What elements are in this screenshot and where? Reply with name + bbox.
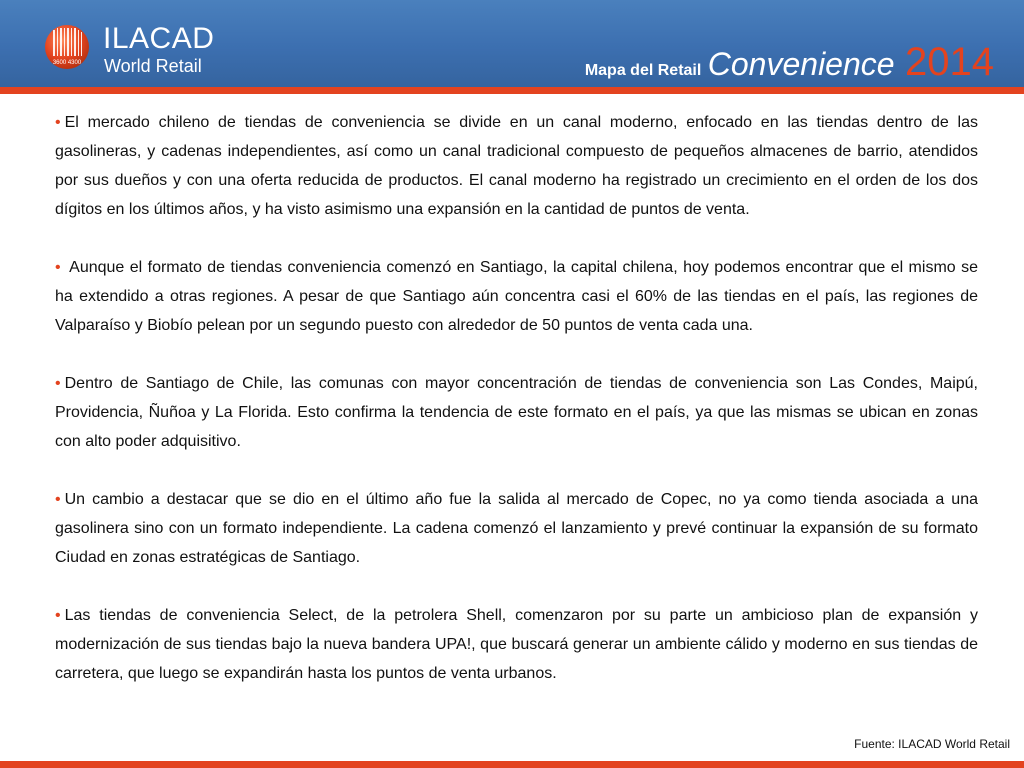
title-prefix: Mapa del Retail xyxy=(584,62,702,79)
bullet-icon: • xyxy=(55,259,61,276)
paragraph-text: Un cambio a destacar que se dio en el último año fue la salida al mercado de Copec, no ya como tienda asociada a una gasolinera sino con un formato independiente. La cadena comenzó el lanzamiento y prevé continuar la expansión de su formato Ciudad en zonas estratégicas de Santiago. xyxy=(55,491,978,566)
body-text xyxy=(55,108,978,717)
paragraph xyxy=(55,108,978,224)
brand-name: ILACAD xyxy=(103,22,215,55)
brand-subtitle: World Retail xyxy=(104,56,202,76)
title-year: 2014 xyxy=(905,40,994,84)
title-main: Convenience xyxy=(707,46,895,82)
accent-bar-bottom xyxy=(0,761,1024,768)
paragraph xyxy=(55,253,978,340)
paragraph xyxy=(55,369,978,456)
paragraph-text: El mercado chileno de tiendas de conveniencia se divide en un canal moderno, enfocado en las tiendas dentro de las gasolineras, y cadenas independientes, así como un canal tradicional compuesto de pequeños almacenes de barrio, atendidos por sus dueños y con una oferta reducida de productos. El canal moderno ha registrado un crecimiento en el orden de los dos dígitos en los últimos años, y ha visto asimismo una expansión en la cantidad de puntos de venta. xyxy=(55,114,978,218)
source-note: Fuente: ILACAD World Retail xyxy=(854,737,1010,751)
bullet-icon: • xyxy=(55,607,61,624)
paragraph xyxy=(55,485,978,572)
ilacad-logo-icon xyxy=(44,24,90,70)
bullet-icon: • xyxy=(55,375,61,392)
paragraph-text: Aunque el formato de tiendas conveniencia comenzó en Santiago, la capital chilena, hoy podemos encontrar que el mismo se ha extendido a otras regiones. A pesar de que Santiago aún concentra casi el 60% de las tiendas en el país, las regiones de Valparaíso y Biobío pelean por un segundo puesto con alrededor de 50 puntos de venta cada una. xyxy=(55,259,978,334)
svg-text:3600 4300: 3600 4300 xyxy=(52,60,82,66)
paragraph-text: Dentro de Santiago de Chile, las comunas con mayor concentración de tiendas de conveniencia son Las Condes, Maipú, Providencia, Ñuñoa y La Florida. Esto confirma la tendencia de este formato en el país, ya que las mismas se ubican en zonas con alto poder adquisitivo. xyxy=(55,375,978,450)
bullet-icon: • xyxy=(55,491,61,508)
accent-bar-top xyxy=(0,87,1024,94)
paragraph-text: Las tiendas de conveniencia Select, de la petrolera Shell, comenzaron por su parte un ambicioso plan de expansión y modernización de sus tiendas bajo la nueva bandera UPA!, que buscará generar un ambiente cálido y moderno en sus tiendas de carretera, que luego se expandirán hasta los puntos de venta urbanos. xyxy=(55,607,978,682)
bullet-icon: • xyxy=(55,114,61,131)
paragraph xyxy=(55,601,978,688)
slide-title xyxy=(585,40,994,90)
